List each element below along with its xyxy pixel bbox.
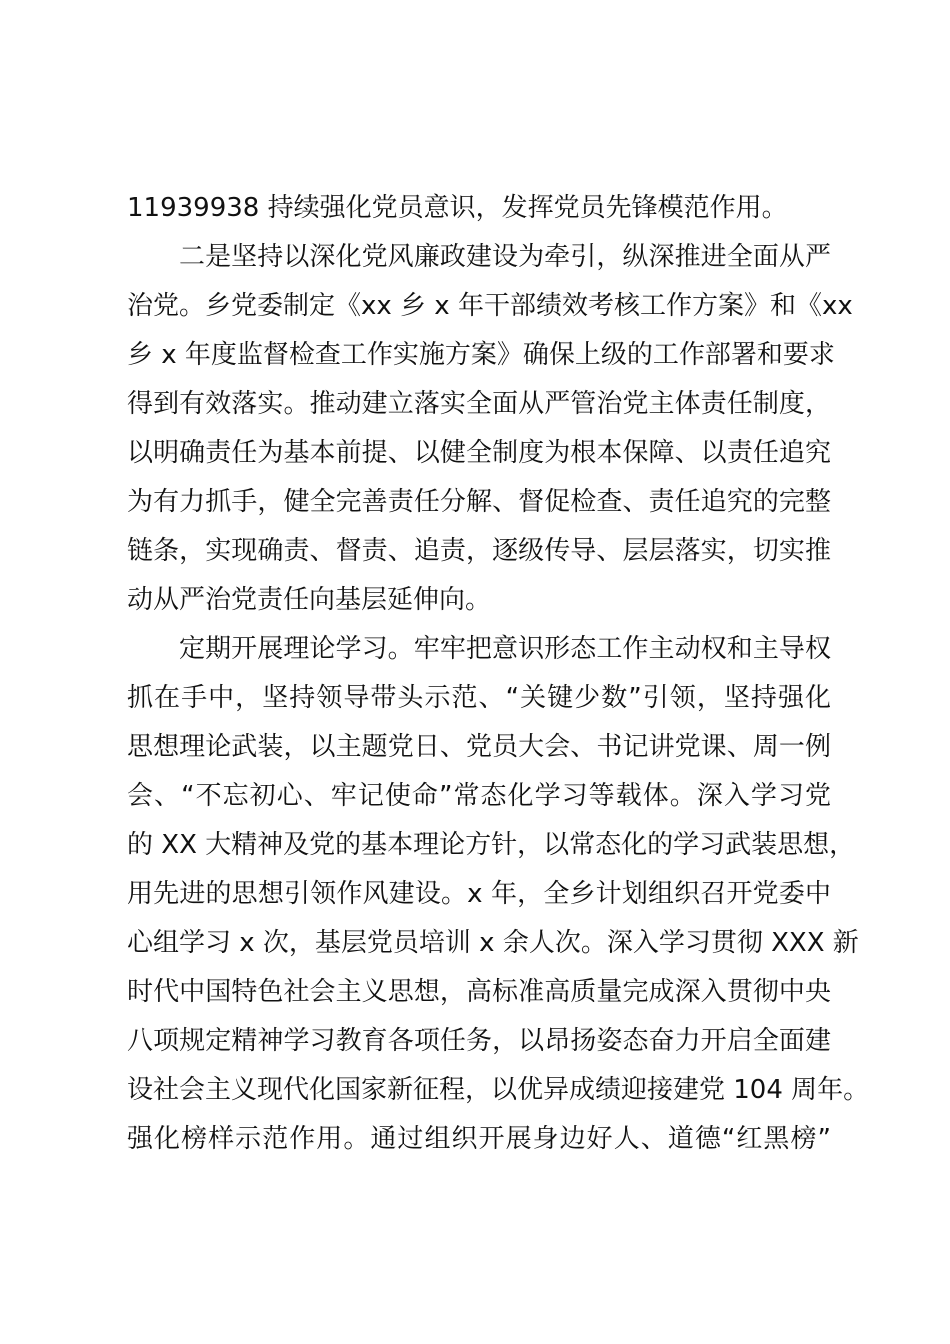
text-line-20: 强化榜样示范作用。通过组织开展身边好人、道德“红黑榜” — [127, 1124, 831, 1154]
text-line-6: 以明确责任为基本前提、以健全制度为根本保障、以责任追究 — [127, 438, 831, 468]
text-line-10: 定期开展理论学习。牢牢把意识形态工作主动权和主导权 — [179, 634, 831, 664]
text-line-2: 二是坚持以深化党风廉政建设为牵引，纵深推进全面从严 — [179, 242, 831, 272]
text-line-7: 为有力抓手，健全完善责任分解、督促检查、责任追究的完整 — [127, 487, 831, 517]
text-line-5: 得到有效落实。推动建立落实全面从严管治党主体责任制度， — [127, 389, 831, 419]
text-line-8: 链条，实现确责、督责、追责，逐级传导、层层落实，切实推 — [127, 536, 831, 566]
text-line-11: 抓在手中，坚持领导带头示范、“关键少数”引领，坚持强化 — [127, 683, 831, 713]
text-line-15: 用先进的思想引领作风建设。x 年，全乡计划组织召开党委中 — [127, 879, 831, 909]
text-line-19: 设社会主义现代化国家新征程，以优异成绩迎接建党 104 周年。 — [127, 1075, 870, 1105]
text-line-18: 八项规定精神学习教育各项任务，以昂扬姿态奋力开启全面建 — [127, 1026, 831, 1056]
text-line-13: 会、“不忘初心、牢记使命”常态化学习等载体。深入学习党 — [127, 781, 831, 811]
text-line-1: 11939938 持续强化党员意识，发挥党员先锋模范作用。 — [127, 193, 788, 223]
text-line-16: 心组学习 x 次，基层党员培训 x 余人次。深入学习贯彻 XXX 新 — [127, 928, 859, 958]
text-line-14: 的 XX 大精神及党的基本理论方针，以常态化的学习武装思想， — [127, 830, 856, 860]
text-line-17: 时代中国特色社会主义思想，高标准高质量完成深入贯彻中央 — [127, 977, 831, 1007]
text-line-3: 治党。乡党委制定《xx 乡 x 年干部绩效考核工作方案》和《xx — [127, 291, 853, 321]
text-line-4: 乡 x 年度监督检查工作实施方案》确保上级的工作部署和要求 — [127, 340, 835, 370]
text-line-12: 思想理论武装，以主题党日、党员大会、书记讲党课、周一例 — [127, 732, 831, 762]
text-line-9: 动从严治党责任向基层延伸向。 — [127, 585, 492, 615]
